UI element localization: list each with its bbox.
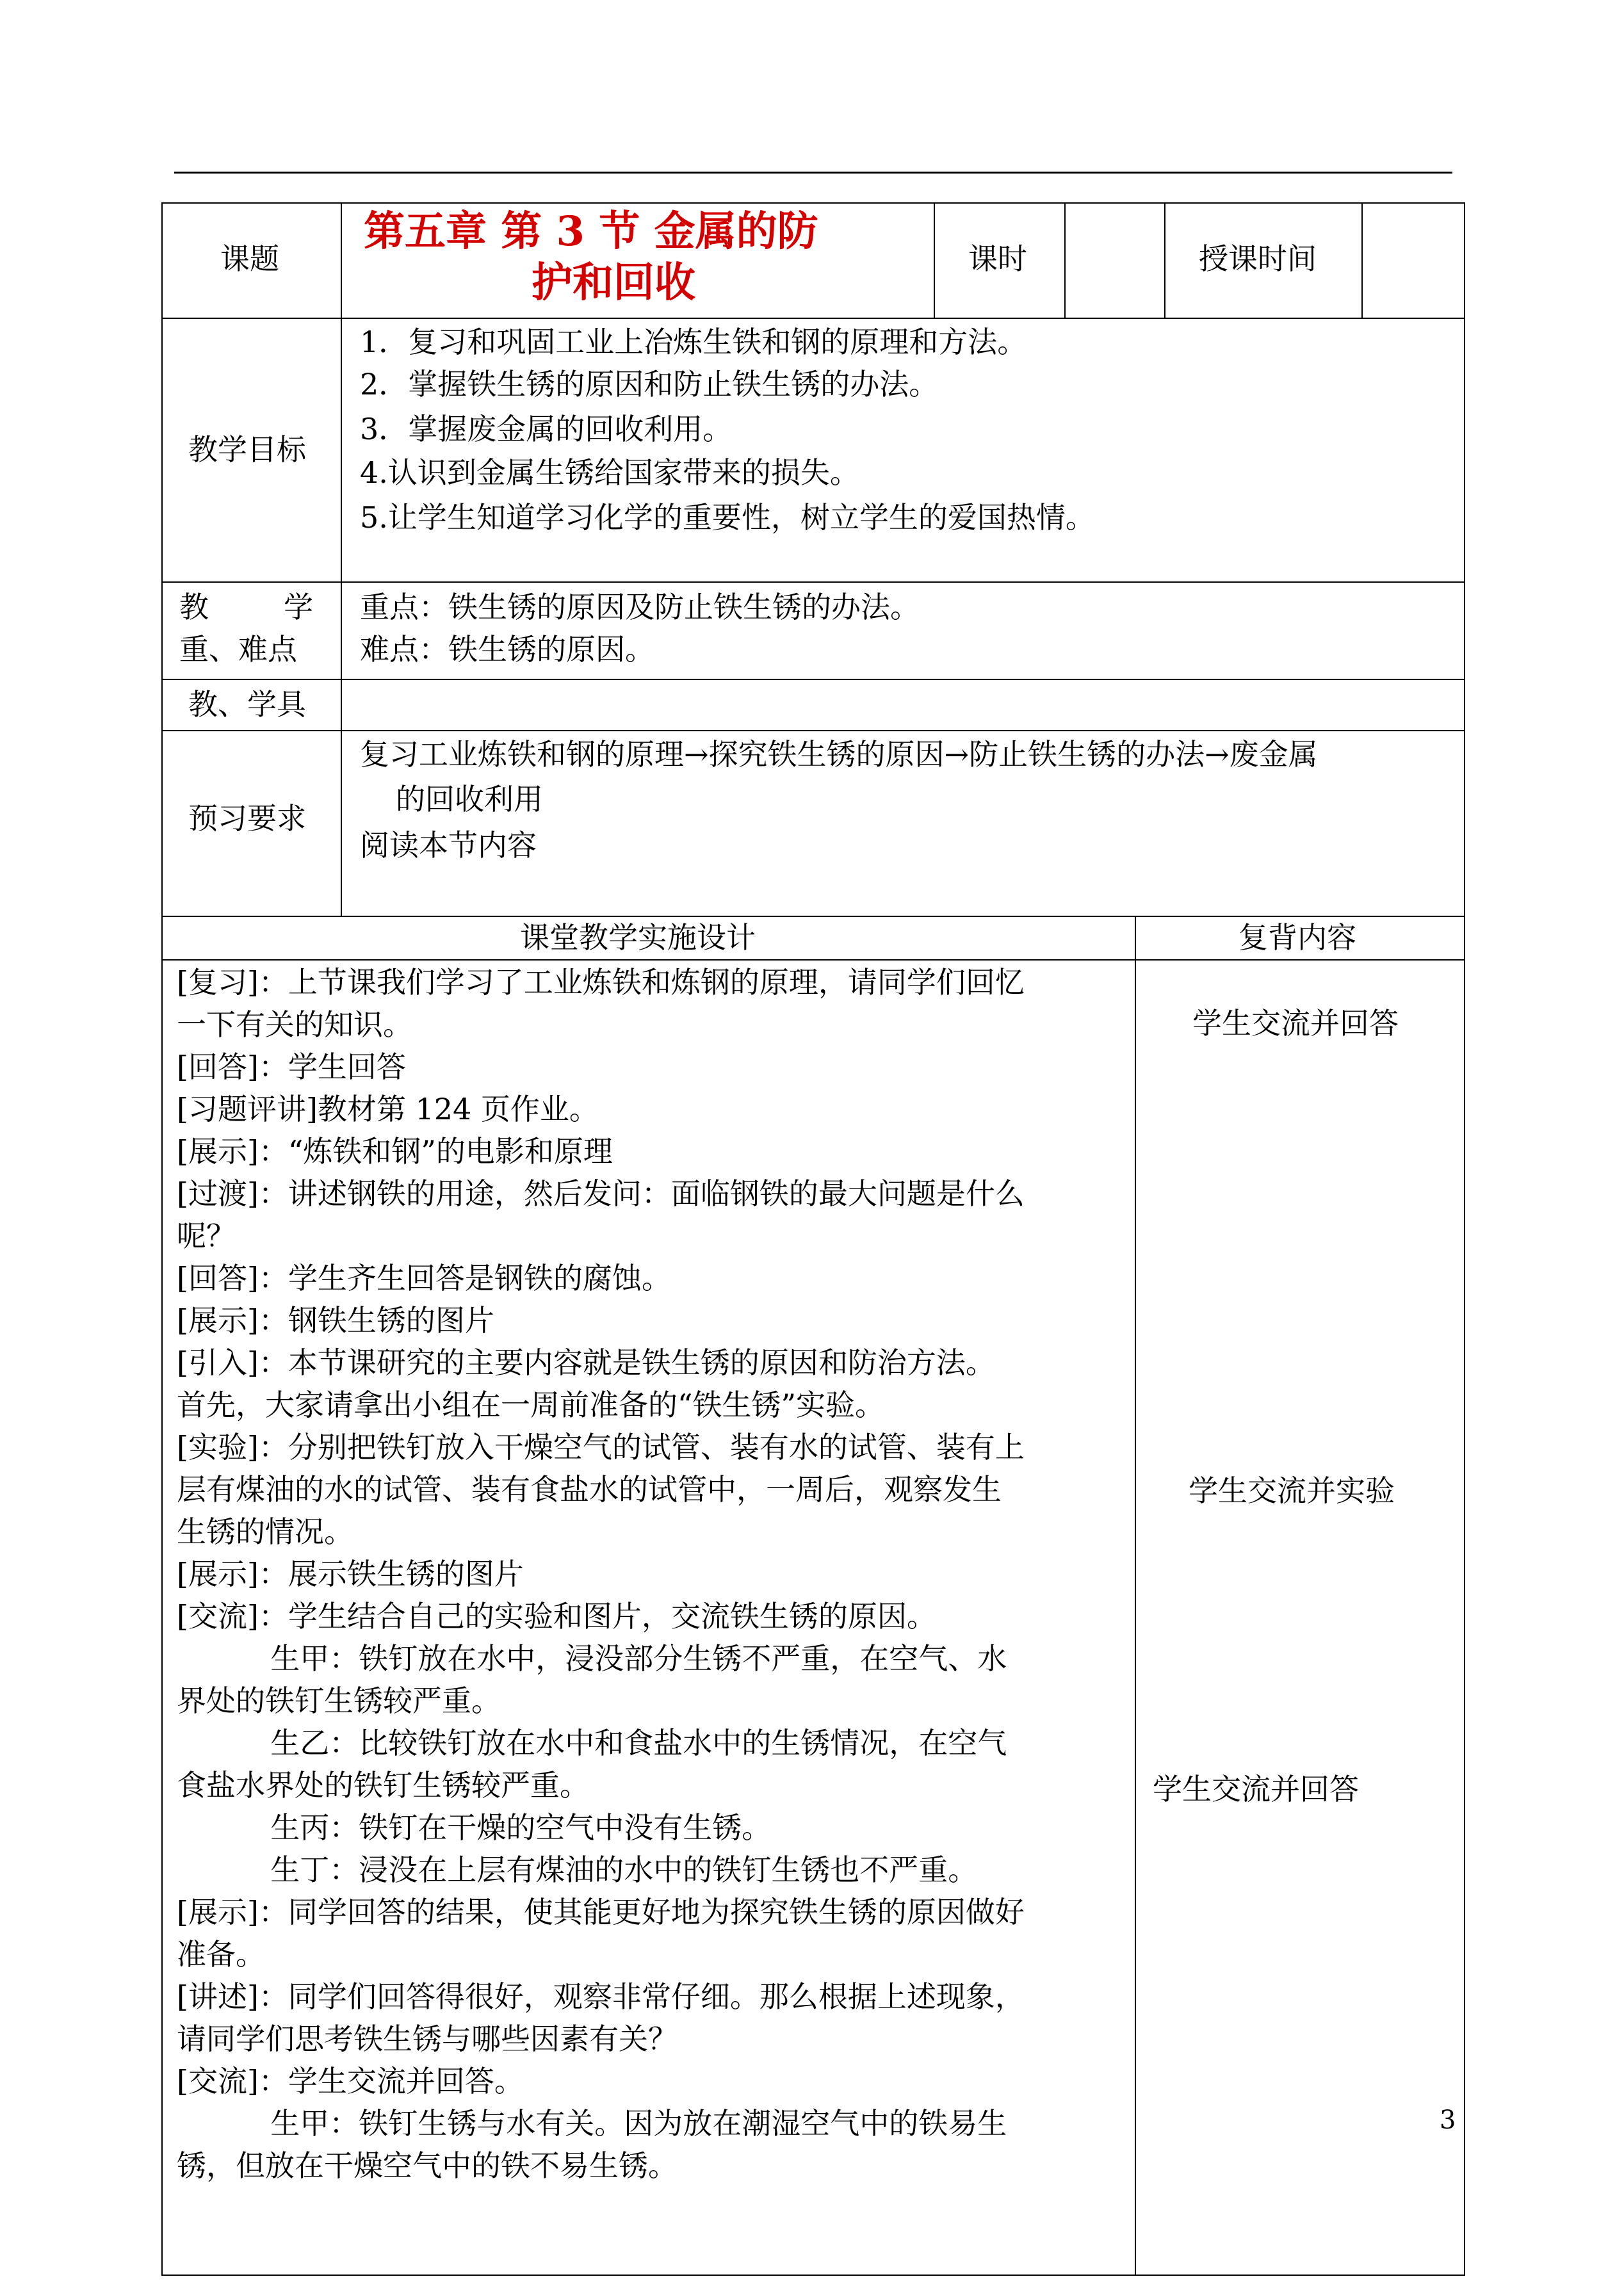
design-line: [回答]：学生齐生回答是钢铁的腐蚀。 xyxy=(177,1261,671,1295)
review-note: 学生交流并回答 xyxy=(1192,1006,1399,1041)
objectives-label: 教学目标 xyxy=(188,432,306,467)
design-line: [回答]：学生回答 xyxy=(177,1050,406,1084)
design-header: 课堂教学实施设计 xyxy=(520,920,756,955)
objective-item: 5.让学生知道学习化学的重要性，树立学生的爱国热情。 xyxy=(360,500,1095,535)
info-table xyxy=(161,202,1465,917)
review-header: 复背内容 xyxy=(1238,920,1356,955)
design-line: [讲述]：同学们回答得很好，观察非常仔细。那么根据上述现象， xyxy=(177,1979,1025,2014)
design-line: [习题评讲]教材第 124 页作业。 xyxy=(177,1092,599,1126)
lesson-title-line1: 第五章 第 3 节 金属的防 xyxy=(364,207,818,255)
design-line: [复习]：上节课我们学习了工业炼铁和炼钢的原理，请同学们回忆 xyxy=(177,965,1025,1000)
review-note: 学生交流并实验 xyxy=(1189,1473,1395,1508)
objective-item: 1．复习和巩固工业上冶炼生铁和钢的原理和方法。 xyxy=(360,325,1027,359)
preview-line: 阅读本节内容 xyxy=(360,828,537,863)
topic-label: 课题 xyxy=(220,241,279,276)
design-line: [实验]：分别把铁钉放入干燥空气的试管、装有水的试管、装有上 xyxy=(177,1430,1025,1464)
design-line: [交流]：学生结合自己的实验和图片，交流铁生锈的原因。 xyxy=(177,1599,936,1634)
hours-label: 课时 xyxy=(968,241,1027,276)
design-line: [展示]：同学回答的结果，使其能更好地为探究铁生锈的原因做好 xyxy=(177,1895,1025,1929)
design-line: 生锈的情况。 xyxy=(177,1514,353,1549)
design-line: [过渡]：讲述钢铁的用途，然后发问：面临钢铁的最大问题是什么 xyxy=(177,1176,1025,1211)
difficult-point: 难点：铁生锈的原因。 xyxy=(360,632,654,667)
design-line: 生丁：浸没在上层有煤油的水中的铁钉生锈也不严重。 xyxy=(177,1853,978,1887)
preview-line: 复习工业炼铁和钢的原理→探究铁生锈的原因→防止铁生锈的办法→废金属 xyxy=(360,737,1318,772)
design-line: 生甲：铁钉放在水中，浸没部分生锈不严重，在空气、水 xyxy=(177,1641,1007,1676)
page-number: 3 xyxy=(1440,2105,1456,2135)
tools-label: 教、学具 xyxy=(188,687,306,722)
key-points-label-line2: 重、难点 xyxy=(179,632,297,667)
design-line: 层有煤油的水的试管、装有食盐水的试管中，一周后，观察发生 xyxy=(177,1472,1002,1507)
design-line: [交流]：学生交流并回答。 xyxy=(177,2064,524,2098)
design-line: 呢？ xyxy=(177,1219,236,1253)
design-line: 准备。 xyxy=(177,1937,265,1972)
design-line: 锈，但放在干燥空气中的铁不易生锈。 xyxy=(177,2148,678,2183)
design-line: 生丙：铁钉在干燥的空气中没有生锈。 xyxy=(177,1810,772,1845)
design-line: 首先，大家请拿出小组在一周前准备的“铁生锈”实验。 xyxy=(177,1388,885,1422)
design-line: 生乙：比较铁钉放在水中和食盐水中的生锈情况，在空气 xyxy=(177,1726,1007,1760)
design-line: 食盐水界处的铁钉生锈较严重。 xyxy=(177,1768,589,1803)
key-points-label-line1: 教 学 xyxy=(179,590,313,624)
design-line: 界处的铁钉生锈较严重。 xyxy=(177,1683,501,1718)
design-line: 请同学们思考铁生锈与哪些因素有关？ xyxy=(177,2022,678,2056)
preview-line: 的回收利用 xyxy=(396,782,543,816)
teach-time-label: 授课时间 xyxy=(1199,241,1317,276)
objective-item: 3．掌握废金属的回收利用。 xyxy=(360,412,733,446)
objective-item: 2．掌握铁生锈的原因和防止铁生锈的办法。 xyxy=(360,367,939,401)
design-line: [引入]：本节课研究的主要内容就是铁生锈的原因和防治方法。 xyxy=(177,1345,995,1380)
design-line: 生甲：铁钉生锈与水有关。因为放在潮湿空气中的铁易生 xyxy=(177,2106,1007,2141)
objective-item: 4.认识到金属生锈给国家带来的损失。 xyxy=(360,455,859,490)
review-note: 学生交流并回答 xyxy=(1153,1772,1359,1806)
design-line: 一下有关的知识。 xyxy=(177,1007,412,1042)
preview-label: 预习要求 xyxy=(188,801,306,836)
design-line: [展示]：钢铁生锈的图片 xyxy=(177,1303,494,1338)
key-point: 重点：铁生锈的原因及防止铁生锈的办法。 xyxy=(360,590,920,624)
design-line: [展示]：“炼铁和钢”的电影和原理 xyxy=(177,1134,613,1169)
lesson-title-line2: 护和回收 xyxy=(532,259,695,307)
design-line: [展示]：展示铁生锈的图片 xyxy=(177,1557,524,1591)
header-rule xyxy=(174,172,1452,174)
